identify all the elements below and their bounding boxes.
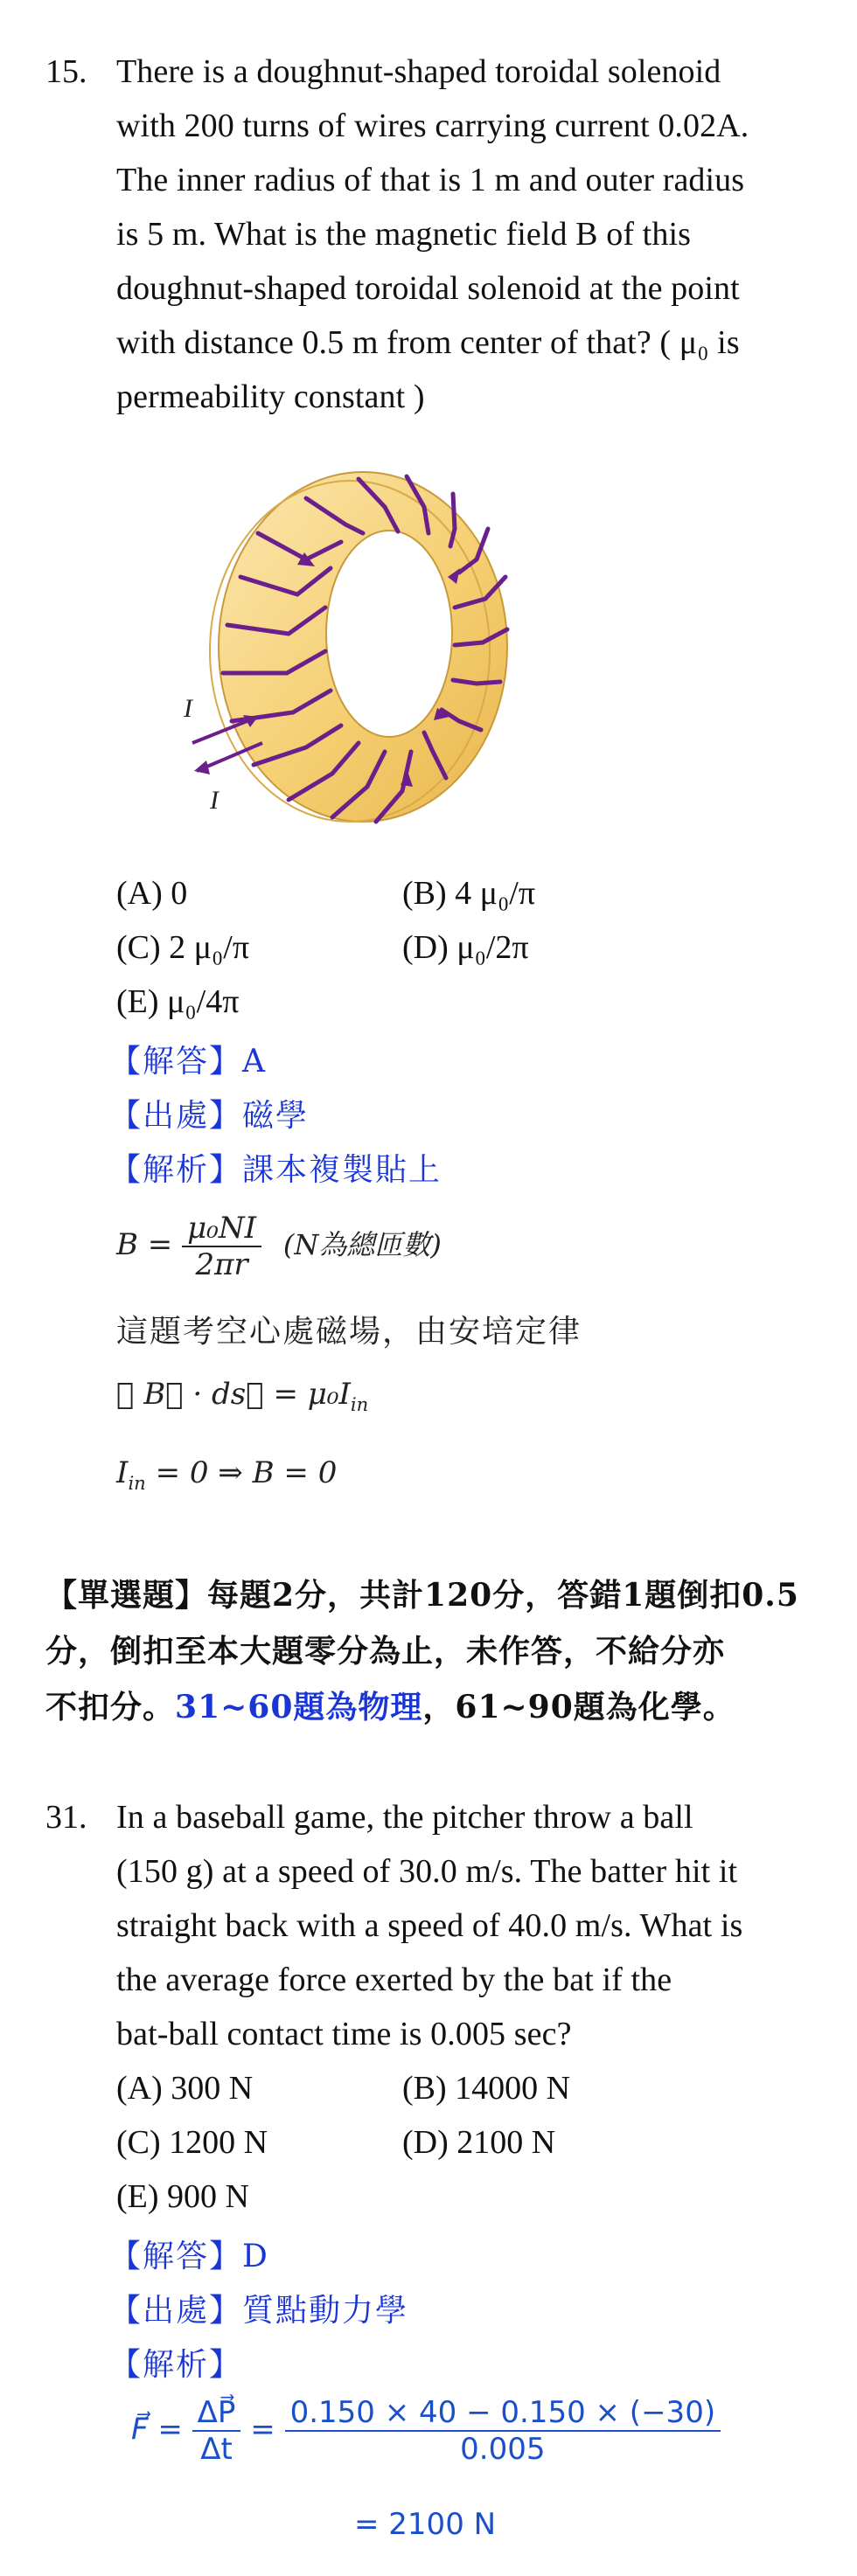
section-notice-line-1: 【單選題】每題2分，共計120分，答錯1題倒扣0.5 — [45, 1577, 799, 1614]
q31-answer: 【解答】D — [109, 2239, 269, 2274]
formula-2-body: ∮ B⃗ · ds⃗ = μ₀I — [116, 1377, 351, 1412]
q31-analysis: 【解析】 — [109, 2347, 243, 2383]
q31-fraction-2-numerator: 0.150 × 40 − 0.150 × (−30) — [285, 2395, 721, 2432]
formula-1-fraction — [182, 1211, 261, 1282]
question-31-line-1: In a baseball game, the pitcher throw a ball — [116, 1799, 693, 1836]
q15-option-b: (B) 4 μ₀/π — [402, 875, 536, 912]
q15-formula-2 — [116, 1377, 368, 1415]
q31-formula-fraction-1 — [192, 2395, 241, 2467]
q31-formula — [131, 2395, 721, 2467]
question-31-line-3: straight back with a speed of 40.0 m/s. What is — [116, 1907, 743, 1944]
q31-fraction-2-denominator: 0.005 — [460, 2432, 546, 2467]
notice-line-3-b: ，61~90題為化學。 — [422, 1689, 735, 1725]
question-31-line-4: the average force exerted by the bat if the — [116, 1962, 672, 1998]
formula-1-note: (N為總匝數) — [282, 1228, 442, 1261]
notice-line-3-a: 不扣分。 — [45, 1689, 176, 1725]
q31-formula-fraction-2 — [285, 2395, 721, 2467]
q15-source: 【出處】磁學 — [109, 1098, 310, 1134]
notice-line-3-blue: 31~60題為物理 — [175, 1689, 423, 1725]
q31-formula-lhs: F⃗ = — [131, 2412, 183, 2448]
q15-explanation: 這題考空心處磁場，由安培定律 — [116, 1314, 582, 1350]
formula-1-numerator: μ₀NI — [182, 1211, 261, 1247]
q15-answer: 【解答】A — [109, 1044, 267, 1080]
q31-option-d: (D) 2100 N — [402, 2124, 556, 2161]
q31-option-c: (C) 1200 N — [116, 2124, 268, 2161]
current-label-out: I — [210, 786, 219, 815]
q31-option-a: (A) 300 N — [116, 2070, 254, 2107]
question-15-line-3: The inner radius of that is 1 m and outer radius — [116, 162, 745, 198]
section-notice-line-3 — [45, 1683, 735, 1727]
q15-option-d: (D) μ₀/2π — [402, 929, 529, 966]
q31-option-b: (B) 14000 N — [402, 2070, 571, 2107]
formula-3-rest: = 0 ⇒ B = 0 — [145, 1455, 338, 1490]
section-notice-line-2: 分，倒扣至本大題零分為止，未作答，不給分亦 — [45, 1633, 726, 1670]
q31-fraction-1-denominator: Δt — [200, 2432, 233, 2467]
q31-option-e: (E) 900 N — [116, 2178, 249, 2215]
formula-3-var: I — [116, 1455, 129, 1490]
question-15-line-5: doughnut-shaped toroidal solenoid at the point — [116, 270, 740, 307]
q15-option-c: (C) 2 μ₀/π — [116, 929, 250, 966]
q31-formula-result: = 2100 N — [354, 2507, 497, 2542]
question-15-line-2: with 200 turns of wires carrying current 0.02A. — [116, 108, 749, 144]
current-label-in: I — [184, 694, 192, 723]
q31-formula-equals: = — [250, 2412, 275, 2448]
question-15-line-7: permeability constant ) — [116, 378, 425, 415]
q15-option-a: (A) 0 — [116, 875, 188, 912]
q15-analysis: 【解析】課本複製貼上 — [109, 1152, 442, 1188]
q15-option-e: (E) μ₀/4π — [116, 983, 240, 1020]
formula-1-lhs: B = — [116, 1227, 173, 1262]
q15-formula-1 — [116, 1211, 442, 1282]
formula-3-sub: in — [128, 1471, 146, 1494]
question-31-line-5: bat-ball contact time is 0.005 sec? — [116, 2016, 572, 2052]
q31-fraction-1-numerator: ΔP⃗ — [192, 2395, 241, 2432]
question-31-number: 31. — [45, 1799, 87, 1836]
formula-1-denominator: 2πr — [195, 1247, 248, 1282]
formula-2-sub: in — [350, 1392, 369, 1415]
question-15-line-6: with distance 0.5 m from center of that? ( μ₀ is — [116, 324, 740, 361]
question-15-line-1: There is a doughnut-shaped toroidal solenoid — [116, 53, 721, 90]
question-15-line-4: is 5 m. What is the magnetic field B of this — [116, 216, 691, 253]
q15-formula-3 — [116, 1455, 337, 1494]
q31-source: 【出處】質點動力學 — [109, 2293, 409, 2329]
toroid-figure — [175, 455, 542, 839]
question-15-number: 15. — [45, 53, 87, 90]
question-31-line-2: (150 g) at a speed of 30.0 m/s. The batter hit it — [116, 1853, 738, 1890]
